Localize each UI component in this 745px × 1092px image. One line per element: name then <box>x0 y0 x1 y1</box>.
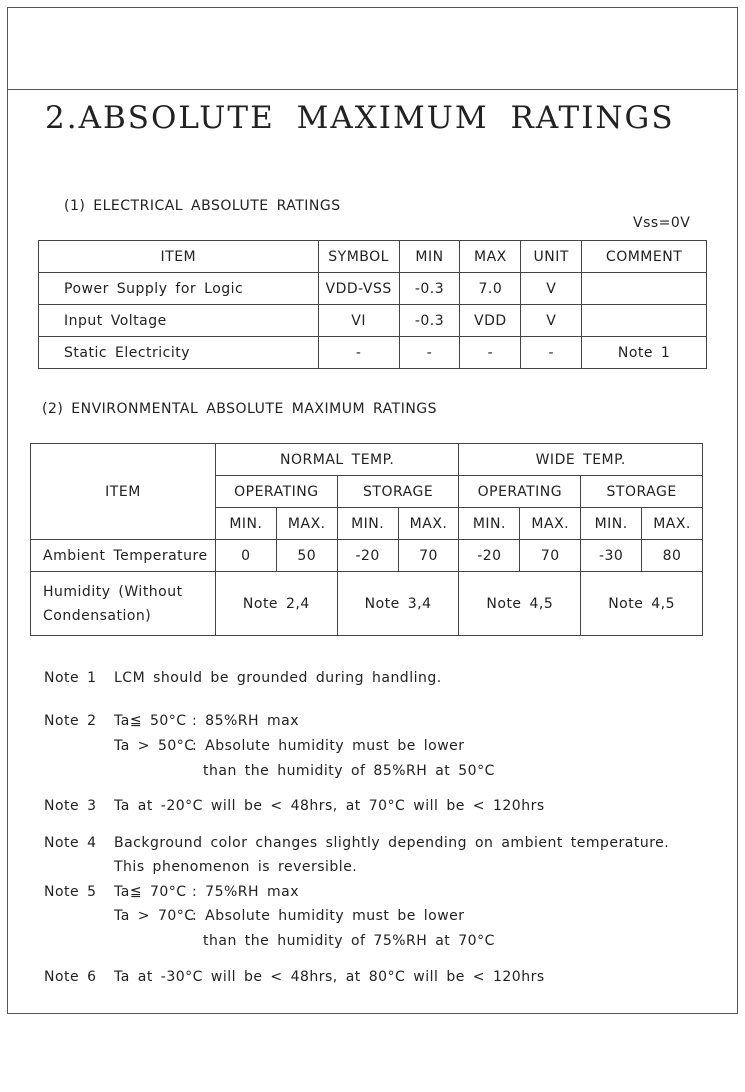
value-cell: -20 <box>459 540 520 572</box>
environmental-ratings-table <box>30 443 703 636</box>
max-cell: - <box>460 337 521 369</box>
section-heading-environmental: (2) ENVIRONMENTAL ABSOLUTE MAXIMUM RATINGS <box>42 401 438 417</box>
section-heading-electrical: (1) ELECTRICAL ABSOLUTE RATINGS <box>64 198 341 214</box>
item-cell: Power Supply for Logic <box>39 273 319 305</box>
comment-cell <box>582 273 707 305</box>
minmax-header: MAX. <box>276 508 337 540</box>
unit-cell: V <box>521 273 582 305</box>
table-row <box>31 572 703 636</box>
note-label: Note 3 <box>44 798 97 814</box>
min-cell: -0.3 <box>399 273 460 305</box>
item-cell: Humidity (Without Condensation) <box>31 572 216 636</box>
note-text: than the humidity of 85%RH at 50°C <box>203 763 495 779</box>
table-header-row <box>31 444 703 476</box>
note-text: : Absolute humidity must be lower <box>192 908 465 924</box>
note-condition: Ta≦ 50°C <box>114 713 187 729</box>
header-cell: MAX <box>460 241 521 273</box>
note-text: LCM should be grounded during handling. <box>114 670 442 686</box>
note-text: : 85%RH max <box>192 713 299 729</box>
minmax-header: MIN. <box>459 508 520 540</box>
note-text: : 75%RH max <box>192 884 299 900</box>
value-cell: -30 <box>581 540 642 572</box>
max-cell: 7.0 <box>460 273 521 305</box>
table-row <box>31 540 703 572</box>
minmax-header: MIN. <box>215 508 276 540</box>
note-ref-cell: Note 3,4 <box>337 572 459 636</box>
header-cell: MIN <box>399 241 460 273</box>
note-label: Note 4 <box>44 835 97 851</box>
table-row <box>39 273 707 305</box>
electrical-ratings-table <box>38 240 707 369</box>
value-cell: 80 <box>642 540 703 572</box>
item-cell: Input Voltage <box>39 305 319 337</box>
unit-cell: V <box>521 305 582 337</box>
group-header-normal: NORMAL TEMP. <box>215 444 459 476</box>
value-cell: 70 <box>398 540 459 572</box>
table-row <box>39 337 707 369</box>
note-ref-cell: Note 2,4 <box>215 572 337 636</box>
comment-cell: Note 1 <box>582 337 707 369</box>
minmax-header: MIN. <box>337 508 398 540</box>
page-title: 2.ABSOLUTE MAXIMUM RATINGS <box>45 100 675 136</box>
minmax-header: MAX. <box>398 508 459 540</box>
note-condition: Ta > 50°C <box>114 738 195 754</box>
table-row <box>39 305 707 337</box>
note-text: Ta at -30°C will be < 48hrs, at 80°C will be < 120hrs <box>114 969 545 985</box>
header-cell: COMMENT <box>582 241 707 273</box>
symbol-cell: VI <box>318 305 399 337</box>
subgroup-header: OPERATING <box>459 476 581 508</box>
min-cell: -0.3 <box>399 305 460 337</box>
note-condition: Ta > 70°C <box>114 908 195 924</box>
group-header-wide: WIDE TEMP. <box>459 444 703 476</box>
item-header: ITEM <box>31 444 216 540</box>
minmax-header: MAX. <box>642 508 703 540</box>
note-label: Note 2 <box>44 713 97 729</box>
header-cell: UNIT <box>521 241 582 273</box>
min-cell: - <box>399 337 460 369</box>
max-cell: VDD <box>460 305 521 337</box>
subgroup-header: OPERATING <box>215 476 337 508</box>
value-cell: 50 <box>276 540 337 572</box>
value-cell: 70 <box>520 540 581 572</box>
note-label: Note 1 <box>44 670 97 686</box>
unit-cell: - <box>521 337 582 369</box>
subgroup-header: STORAGE <box>581 476 703 508</box>
header-cell: SYMBOL <box>318 241 399 273</box>
vss-reference: Vss=0V <box>633 215 691 231</box>
symbol-cell: - <box>318 337 399 369</box>
minmax-header: MIN. <box>581 508 642 540</box>
item-cell: Static Electricity <box>39 337 319 369</box>
minmax-header: MAX. <box>520 508 581 540</box>
note-condition: Ta≦ 70°C <box>114 884 187 900</box>
value-cell: -20 <box>337 540 398 572</box>
note-text: : Absolute humidity must be lower <box>192 738 465 754</box>
note-text: Background color changes slightly depending on ambient temperature. <box>114 835 670 851</box>
note-text: than the humidity of 75%RH at 70°C <box>203 933 495 949</box>
note-label: Note 6 <box>44 969 97 985</box>
comment-cell <box>582 305 707 337</box>
value-cell: 0 <box>215 540 276 572</box>
item-cell: Ambient Temperature <box>31 540 216 572</box>
table-header-row <box>39 241 707 273</box>
note-text: Ta at -20°C will be < 48hrs, at 70°C will be < 120hrs <box>114 798 545 814</box>
note-text: This phenomenon is reversible. <box>114 859 358 875</box>
header-cell: ITEM <box>39 241 319 273</box>
header-band <box>7 7 738 90</box>
subgroup-header: STORAGE <box>337 476 459 508</box>
note-label: Note 5 <box>44 884 97 900</box>
note-ref-cell: Note 4,5 <box>581 572 703 636</box>
symbol-cell: VDD-VSS <box>318 273 399 305</box>
note-ref-cell: Note 4,5 <box>459 572 581 636</box>
